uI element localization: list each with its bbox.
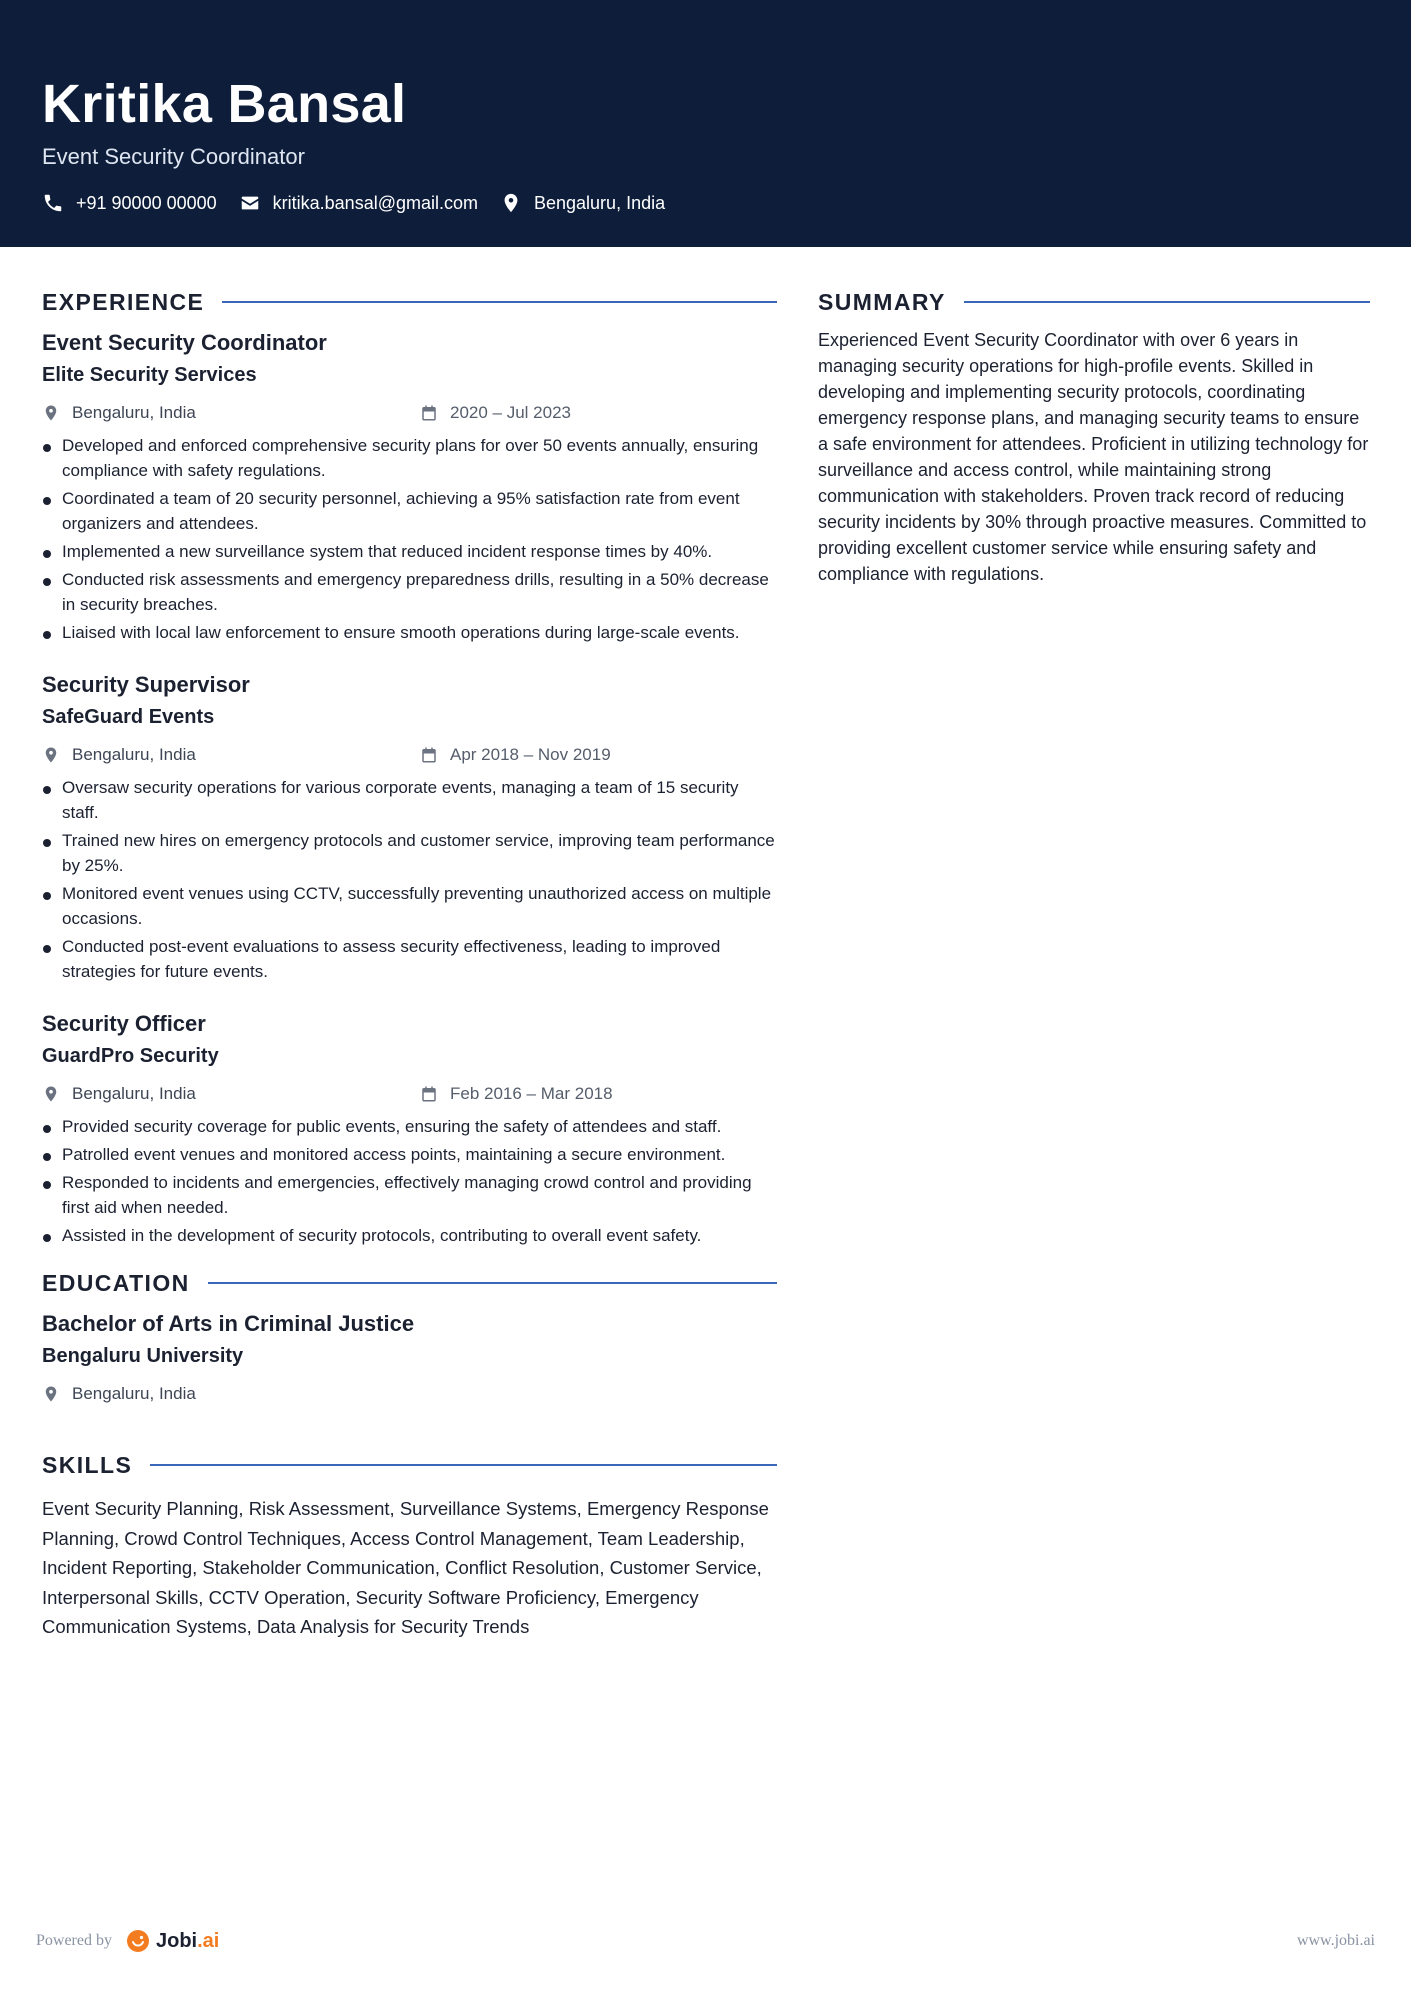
list-item: Trained new hires on emergency protocols and customer service, improving team performance by 25%. — [42, 828, 777, 878]
list-item: Conducted post-event evaluations to assess security effectiveness, leading to improved strategies for future events. — [42, 934, 777, 984]
degree-title: Bachelor of Arts in Criminal Justice — [42, 1311, 415, 1336]
list-item: Developed and enforced comprehensive security plans for over 50 events annually, ensuring compliance with safety regulations. — [42, 433, 777, 483]
job-title: Security Supervisor — [42, 672, 250, 697]
list-item: Implemented a new surveillance system that reduced incident response times by 40%. — [42, 539, 777, 564]
section-divider — [208, 1282, 777, 1284]
job-meta — [42, 401, 777, 425]
jobi-logo-text[interactable] — [156, 1930, 219, 1953]
job-dates-text: 2020 – Jul 2023 — [450, 403, 571, 422]
skills-heading-row — [42, 1450, 777, 1480]
company-name: Elite Security Services — [42, 364, 257, 386]
job-bullets — [42, 775, 777, 984]
brand-suffix: .ai — [197, 1929, 220, 1952]
calendar-icon — [420, 404, 438, 422]
list-item: Monitored event venues using CCTV, successfully preventing unauthorized access on multiple occasions. — [42, 881, 777, 931]
job-location-text: Bengaluru, India — [72, 403, 196, 422]
map-pin-icon — [500, 192, 522, 214]
right-column — [818, 287, 1370, 587]
job-location — [42, 745, 420, 765]
section-divider — [964, 301, 1370, 303]
list-item: Oversaw security operations for various corporate events, managing a team of 15 security staff. — [42, 775, 777, 825]
education-location — [42, 1384, 420, 1404]
job-dates-text: Apr 2018 – Nov 2019 — [450, 745, 611, 764]
job-bullets — [42, 1114, 777, 1248]
job-entry — [42, 329, 777, 645]
email-text: kritika.bansal@gmail.com — [272, 193, 478, 213]
skills-heading: SKILLS — [42, 1451, 133, 1478]
jobi-logo-icon — [126, 1929, 150, 1953]
calendar-icon — [420, 1085, 438, 1103]
job-meta — [42, 1082, 777, 1106]
location-text: Bengaluru, India — [534, 193, 666, 213]
education-location-text: Bengaluru, India — [72, 1384, 196, 1403]
brand-main: Jobi — [155, 1929, 198, 1952]
experience-heading: EXPERIENCE — [42, 288, 205, 315]
job-dates — [420, 1084, 613, 1104]
list-item: Provided security coverage for public events, ensuring the safety of attendees and staff. — [42, 1114, 777, 1139]
map-pin-icon — [42, 746, 60, 764]
contact-row — [42, 191, 687, 215]
job-dates — [420, 745, 611, 765]
powered-by-label: Powered by — [36, 1932, 112, 1949]
education-heading: EDUCATION — [42, 1269, 190, 1296]
left-column — [42, 287, 777, 1642]
company-name: SafeGuard Events — [42, 706, 215, 728]
experience-heading-row — [42, 287, 777, 317]
skills-text: Event Security Planning, Risk Assessment, Surveillance Systems, Emergency Response Planning, Crowd Control Techniques, Access Control Management, Team Leadership, Incident Reporting, Stakeholder Communication, Conflict Resolution, Customer Service, Interpersonal Skills, CCTV Operation, Security Software Proficiency, Emergency Communication Systems, Data Analysis for Security Trends — [42, 1498, 769, 1637]
education-meta — [42, 1382, 777, 1406]
job-entry — [42, 671, 777, 984]
job-dates — [420, 403, 571, 423]
summary-heading-row — [818, 287, 1370, 317]
education-entry — [42, 1310, 777, 1406]
contact-phone[interactable] — [42, 191, 217, 215]
job-entry — [42, 1010, 777, 1248]
summary-text: Experienced Event Security Coordinator with over 6 years in managing security operations for high-profile events. Skilled in developing and implementing security protocols, coordinating emergency response plans, and managing security teams to ensure a safe environment for attendees. Proficient in utilizing technology for surveillance and access control, while maintaining strong communication with stakeholders. Proven track record of reducing security incidents by 30% through proactive measures. Committed to providing excellent customer service while ensuring safety and compliance with regulations. — [818, 330, 1369, 584]
resume-header — [0, 0, 1411, 247]
list-item: Conducted risk assessments and emergency preparedness drills, resulting in a 50% decrease in security breaches. — [42, 567, 777, 617]
calendar-icon — [420, 746, 438, 764]
contact-location — [500, 191, 665, 215]
section-divider — [222, 301, 777, 303]
list-item: Liaised with local law enforcement to ensure smooth operations during large-scale events. — [42, 620, 777, 645]
job-location-text: Bengaluru, India — [72, 1084, 196, 1103]
job-meta — [42, 743, 777, 767]
list-item: Assisted in the development of security protocols, contributing to overall event safety. — [42, 1223, 777, 1248]
job-dates-text: Feb 2016 – Mar 2018 — [450, 1084, 613, 1103]
job-title: Security Officer — [42, 1011, 206, 1036]
map-pin-icon — [42, 1385, 60, 1403]
candidate-title: Event Security Coordinator — [42, 144, 305, 169]
job-bullets — [42, 433, 777, 645]
list-item: Responded to incidents and emergencies, effectively managing crowd control and providing first aid when needed. — [42, 1170, 777, 1220]
job-title: Event Security Coordinator — [42, 330, 327, 355]
footer-website-link[interactable]: www.jobi.ai — [1296, 1932, 1375, 1949]
school-name: Bengaluru University — [42, 1345, 244, 1367]
job-location — [42, 1084, 420, 1104]
footer-branding — [36, 1929, 219, 1953]
summary-heading: SUMMARY — [818, 288, 946, 315]
company-name: GuardPro Security — [42, 1045, 219, 1067]
phone-text: +91 90000 00000 — [76, 193, 217, 213]
map-pin-icon — [42, 1085, 60, 1103]
education-heading-row — [42, 1268, 777, 1298]
envelope-icon — [239, 192, 261, 214]
candidate-name: Kritika Bansal — [42, 74, 407, 134]
contact-email[interactable] — [239, 191, 478, 215]
list-item: Coordinated a team of 20 security personnel, achieving a 95% satisfaction rate from event organizers and attendees. — [42, 486, 777, 536]
map-pin-icon — [42, 404, 60, 422]
phone-icon — [42, 192, 64, 214]
list-item: Patrolled event venues and monitored access points, maintaining a secure environment. — [42, 1142, 777, 1167]
section-divider — [150, 1464, 777, 1466]
job-location-text: Bengaluru, India — [72, 745, 196, 764]
job-location — [42, 403, 420, 423]
